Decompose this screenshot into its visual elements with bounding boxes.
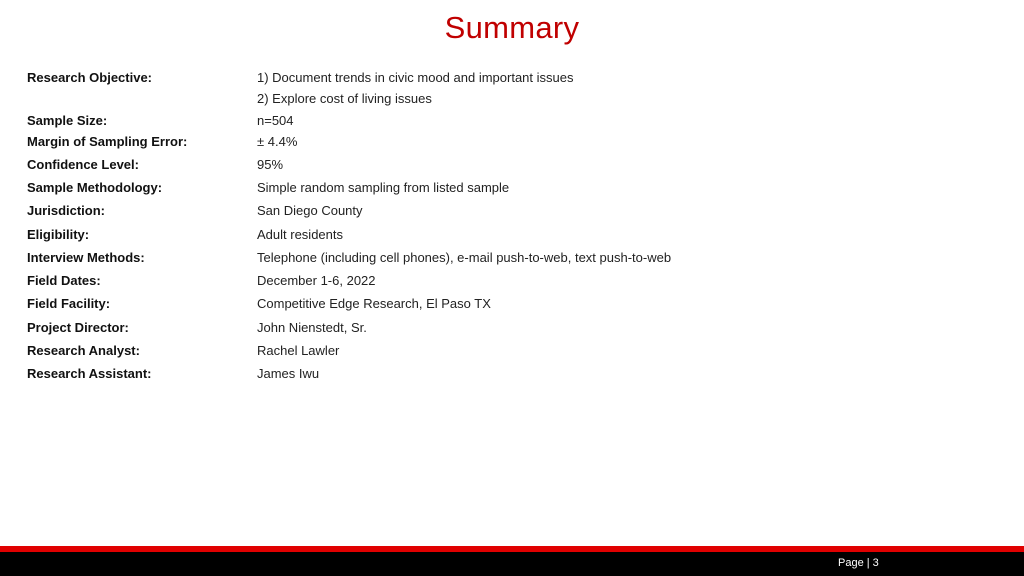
row-value: Competitive Edge Research, El Paso TX bbox=[257, 296, 491, 311]
row-value: Telephone (including cell phones), e-mail push-to-web, text push-to-web bbox=[257, 250, 672, 265]
row-label: Interview Methods: bbox=[27, 250, 145, 265]
row-value: James Iwu bbox=[257, 366, 320, 381]
row-label: Sample Size: bbox=[27, 113, 108, 128]
row-label: Field Facility: bbox=[27, 296, 111, 311]
row-value: Adult residents bbox=[257, 227, 343, 242]
objective-line-1: 1) Document trends in civic mood and important issues bbox=[257, 70, 574, 85]
page-title: Summary bbox=[444, 10, 580, 45]
row-value: John Nienstedt, Sr. bbox=[257, 320, 367, 335]
row-value: 95% bbox=[257, 157, 284, 172]
row-value: n=504 bbox=[257, 113, 294, 128]
row-label: Confidence Level: bbox=[27, 157, 139, 172]
row-label: Research Objective: bbox=[27, 70, 153, 85]
row-value: Simple random sampling from listed sample bbox=[257, 180, 510, 195]
page-number: Page | 3 bbox=[838, 557, 879, 569]
row-label: Sample Methodology: bbox=[27, 180, 163, 195]
row-label: Field Dates: bbox=[27, 273, 101, 288]
row-label: Research Analyst: bbox=[27, 343, 140, 358]
row-label: Jurisdiction: bbox=[27, 203, 106, 218]
row-value: Rachel Lawler bbox=[257, 343, 340, 358]
row-label: Project Director: bbox=[27, 320, 129, 335]
row-value: December 1-6, 2022 bbox=[257, 273, 376, 288]
row-value: ± 4.4% bbox=[257, 134, 298, 149]
row-value: San Diego County bbox=[257, 203, 363, 218]
row-value bbox=[257, 70, 573, 112]
row-label: Eligibility: bbox=[27, 227, 90, 242]
row-label: Margin of Sampling Error: bbox=[27, 134, 188, 149]
objective-line-2: 2) Explore cost of living issues bbox=[257, 91, 432, 106]
row-label: Research Assistant: bbox=[27, 366, 152, 381]
